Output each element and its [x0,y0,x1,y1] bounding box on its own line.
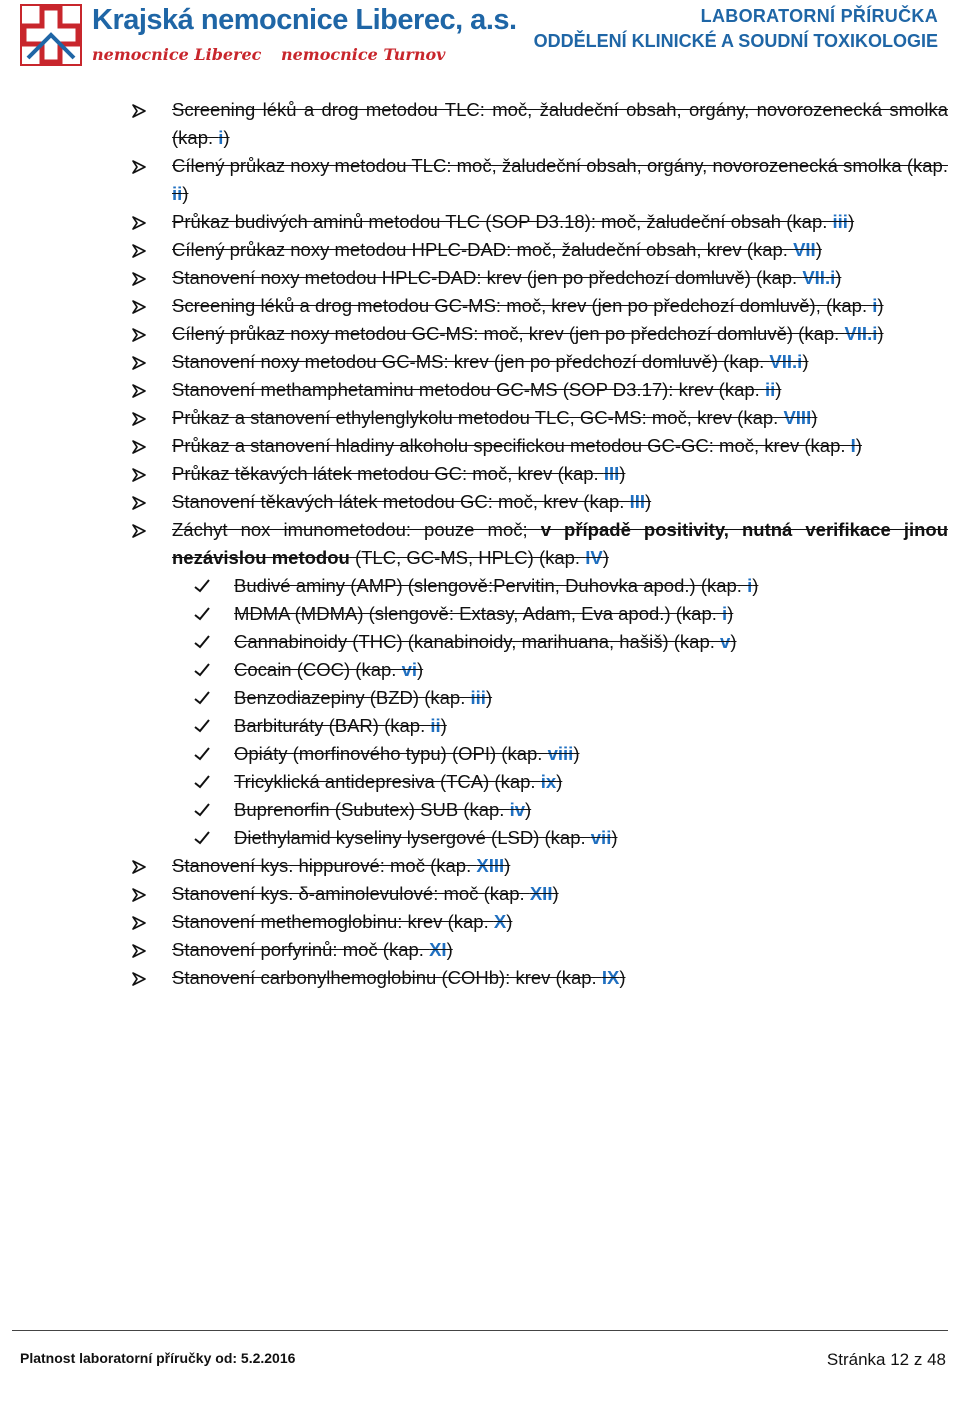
chapter-ref: i [722,603,728,624]
item-text: ) [752,575,759,596]
chapter-ref: XII [529,883,553,904]
item-text: Tricyklická antidepresiva (TCA) (kap. [234,771,541,792]
arrow-bullet-icon [132,432,166,454]
list-item [132,936,948,964]
list-item [132,236,948,264]
arrow-bullet-icon [132,96,166,118]
immuno-mid-text: (TLC, GC-MS, HPLC) (kap. [349,547,586,568]
item-text: Stanovení noxy metodou GC-MS: krev (jen po předchozí domluvě) (kap. [172,351,770,372]
validity-date: Platnost laboratorní příručky od: 5.2.2016 [20,1350,296,1366]
chapter-ref: vi [401,659,418,680]
checkmark-icon [194,628,210,649]
immuno-post: ) [602,547,609,568]
item-text: ) [506,911,513,932]
chapter-ref: IX [601,967,620,988]
chapter-ref: vii [590,827,612,848]
document-title: LABORATORNÍ PŘÍRUČKA [700,6,938,26]
chapter-ref: VII.i [802,267,836,288]
item-text: Cílený průkaz noxy metodou HPLC-DAD: moč, žaludeční obsah, krev (kap. [172,239,794,260]
sub-list-item [132,712,948,740]
arrow-bullet-icon [132,208,166,230]
arrow-bullet-icon [132,460,166,482]
checkmark-icon [194,600,210,621]
list-item [132,376,948,404]
item-text: ) [855,435,862,456]
list-item [132,348,948,376]
chapter-ref: ix [540,771,557,792]
list-item [132,320,948,348]
chapter-ref: XI [429,939,447,960]
hospital-cross-logo-icon [20,4,82,66]
item-text: Stanovení kys. hippurové: moč (kap. [172,855,477,876]
checkmark-icon [194,572,210,593]
arrow-bullet-icon [132,376,166,398]
immuno-bold-text: v případě positivity, nutná verifikace jinou nezávislou metodou [172,519,949,568]
item-text: Cílený průkaz noxy metodou GC-MS: moč, krev (jen po předchozí domluvě) (kap. [172,323,845,344]
document-body [132,96,948,992]
arrow-bullet-icon [132,404,166,426]
chapter-ref: v [720,631,731,652]
item-text: ) [877,295,884,316]
item-text: ) [440,715,447,736]
department-name: ODDĚLENÍ KLINICKÉ A SOUDNÍ TOXIKOLOGIE [533,31,938,51]
sub-list-item [132,600,948,628]
item-text: Stanovení methemoglobinu: krev (kap. [172,911,494,932]
list-item [132,880,948,908]
item-text: ) [446,939,453,960]
list-item [132,908,948,936]
chapter-ref: VII [793,239,816,260]
item-text: Screening léků a drog metodou GC-MS: moč, krev (jen po předchozí domluvě), (kap. [172,295,873,316]
item-text: Buprenorfin (Subutex) SUB (kap. [234,799,510,820]
chapter-ref: III [629,491,645,512]
sub-list-item [132,572,948,600]
chapter-ref: I [850,435,856,456]
list-item [132,852,948,880]
page-number: Stránka 12 z 48 [826,1350,946,1369]
sub-list-item [132,768,948,796]
arrow-bullet-icon [132,852,166,874]
header-right [534,6,938,52]
chapter-ref: III [603,463,620,484]
sub-list-item [132,796,948,824]
organization-name: Krajská nemocnice Liberec, a.s. [92,4,517,36]
item-text: Opiáty (morfinového typu) (OPI) (kap. [234,743,548,764]
list-item [132,152,948,208]
list-item [132,96,948,152]
arrow-bullet-icon [132,908,166,930]
item-text: ) [835,267,842,288]
item-text: Budivé aminy (AMP) (slengově:Pervitin, Duhovka apod.) (kap. [234,575,748,596]
list-item [132,292,948,320]
chapter-ref: ii [172,183,183,204]
arrow-bullet-icon [132,516,166,538]
item-text: ) [525,799,532,820]
item-text: ) [877,323,884,344]
arrow-bullet-icon [132,292,166,314]
chapter-ref: i [872,295,878,316]
checkmark-icon [194,796,210,817]
arrow-bullet-icon [132,236,166,258]
item-text: ) [619,967,626,988]
chapter-ref: i [218,127,224,148]
arrow-bullet-icon [132,936,166,958]
item-text: Průkaz a stanovení hladiny alkoholu specifickou metodou GC-GC: moč, krev (kap. [172,435,851,456]
footer-divider [12,1330,948,1331]
item-text: Stanovení kys. δ-aminolevulové: moč (kap. [172,883,530,904]
item-text: ) [223,127,230,148]
arrow-bullet-icon [132,320,166,342]
sub-list-item [132,628,948,656]
item-text: Průkaz budivých aminů metodou TLC (SOP D3.18): moč, žaludeční obsah (kap. [172,211,833,232]
chapter-ref: ii [430,715,441,736]
list-item [132,460,948,488]
sub-list-item [132,656,948,684]
chapter-ref: X [493,911,507,932]
item-text: Průkaz a stanovení ethylenglykolu metodou TLC, GC-MS: moč, krev (kap. [172,407,784,428]
list-item [132,404,948,432]
list-item [132,264,948,292]
arrow-bullet-icon [132,488,166,510]
list-item [132,208,948,236]
chapter-ref: i [747,575,753,596]
item-text: ) [775,379,782,400]
chapter-ref: iii [470,687,486,708]
chapter-ref: VII.i [769,351,803,372]
chapter-ref: ii [764,379,776,400]
arrow-bullet-icon [132,348,166,370]
item-text: ) [811,407,818,428]
item-text: ) [182,183,189,204]
item-text: Cocain (COC) (kap. [234,659,402,680]
arrow-bullet-icon [132,152,166,174]
arrow-bullet-icon [132,964,166,986]
item-text: Diethylamid kyseliny lysergové (LSD) (kap. [234,827,591,848]
item-text: Benzodiazepiny (BZD) (kap. [234,687,471,708]
item-text: ) [504,855,511,876]
item-text: ) [802,351,809,372]
item-text: Cannabinoidy (THC) (kanabinoidy, marihuana, hašiš) (kap. [234,631,721,652]
item-text: Cílený průkaz noxy metodou TLC: moč, žaludeční obsah, orgány, novorozenecká smolka (kap. [172,155,948,176]
item-text: Stanovení porfyrinů: moč (kap. [172,939,430,960]
item-text: Stanovení noxy metodou HPLC-DAD: krev (jen po předchozí domluvě) (kap. [172,267,803,288]
item-text: ) [556,771,563,792]
list-item [132,432,948,460]
item-text: Stanovení methamphetaminu metodou GC-MS (SOP D3.17): krev (kap. [172,379,765,400]
item-text: ) [815,239,822,260]
page-header [0,0,960,80]
arrow-bullet-icon [132,264,166,286]
list-item [132,488,948,516]
item-text: ) [619,463,626,484]
item-text: ) [847,211,855,232]
immuno-text: Záchyt nox imunometodou: pouze moč; [172,519,541,540]
item-text: Screening léků a drog metodou TLC: moč, žaludeční obsah, orgány, novorozenecká smolka (kap. [172,99,948,148]
method-list-continued [132,852,948,992]
arrow-bullet-icon [132,880,166,902]
checkmark-icon [194,768,210,789]
checkmark-icon [194,712,210,733]
item-text: ) [730,631,737,652]
item-text: ) [611,827,618,848]
item-text: ) [552,883,559,904]
immuno-sublist [132,572,948,852]
checkmark-icon [194,684,210,705]
chapter-ref: iv [509,799,526,820]
checkmark-icon [194,824,210,845]
chapter-ref: VII.i [844,323,878,344]
checkmark-icon [194,740,210,761]
organization-branches [92,45,459,64]
chapter-ref: VIII [783,407,812,428]
item-text: ) [485,687,493,708]
chapter-ref: IV [585,547,603,568]
item-text: ) [573,743,580,764]
item-text: MDMA (MDMA) (slengově: Extasy, Adam, Eva apod.) (kap. [234,603,723,624]
sub-list-item [132,824,948,852]
item-text: Stanovení carbonylhemoglobinu (COHb): krev (kap. [172,967,602,988]
item-text: Stanovení těkavých látek metodou GC: moč, krev (kap. [172,491,630,512]
chapter-ref: viii [547,743,574,764]
chapter-ref: XIII [476,855,505,876]
method-list [132,96,948,516]
item-text: Barbituráty (BAR) (kap. [234,715,431,736]
item-text: ) [727,603,734,624]
item-text: ) [417,659,424,680]
branch-turnov: nemocnice Turnov [280,45,446,64]
sub-list-item [132,684,948,712]
item-text: ) [645,491,652,512]
item-text: Průkaz těkavých látek metodou GC: moč, krev (kap. [172,463,604,484]
chapter-ref: iii [832,211,848,232]
list-item-immunomethod [132,516,948,572]
checkmark-icon [194,656,210,677]
sub-list-item [132,740,948,768]
list-item [132,964,948,992]
branch-liberec: nemocnice Liberec [92,45,262,64]
